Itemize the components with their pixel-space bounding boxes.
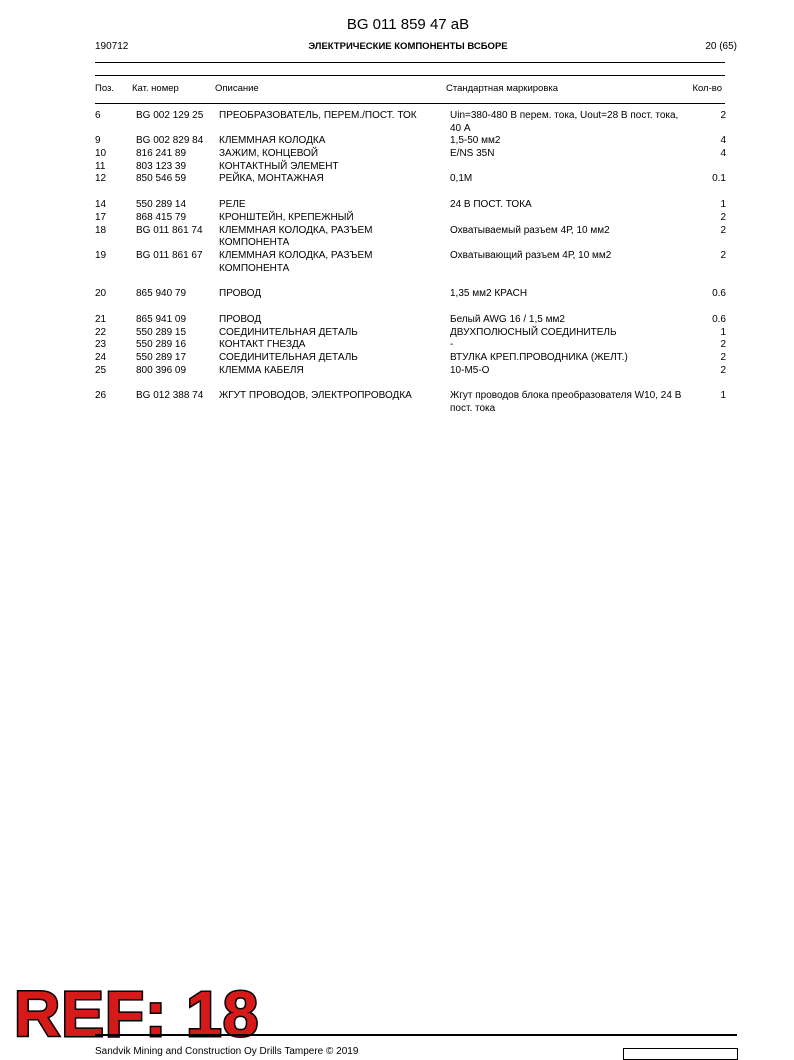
row-marking: Белый AWG 16 / 1,5 мм2 bbox=[450, 313, 565, 325]
row-description: КЛЕММНАЯ КОЛОДКА, РАЗЪЕМ КОМПОНЕНТА bbox=[219, 224, 373, 249]
table-row bbox=[0, 199, 794, 212]
row-cat-number: 865 941 09 bbox=[136, 313, 187, 325]
row-cat-number: BG 012 388 74 bbox=[136, 390, 204, 402]
row-marking: 0,1М bbox=[450, 173, 473, 185]
table-row bbox=[0, 148, 794, 161]
row-pos: 20 bbox=[95, 288, 107, 300]
row-description: РЕЙКА, МОНТАЖНАЯ bbox=[219, 173, 324, 185]
row-pos: 14 bbox=[95, 199, 107, 211]
column-header-qty: Кол-во bbox=[692, 83, 722, 94]
row-quantity: 0.6 bbox=[712, 313, 726, 325]
row-quantity: 1 bbox=[720, 390, 726, 402]
row-pos: 6 bbox=[95, 110, 101, 121]
row-pos: 9 bbox=[95, 135, 101, 147]
row-cat-number: 868 415 79 bbox=[136, 211, 187, 223]
row-marking: ДВУХПОЛЮСНЫЙ СОЕДИНИТЕЛЬ bbox=[450, 326, 617, 338]
row-marking: E/NS 35N bbox=[450, 148, 495, 160]
column-header-pos: Поз. bbox=[95, 83, 114, 94]
row-pos: 25 bbox=[95, 364, 107, 376]
row-cat-number: 850 546 59 bbox=[136, 173, 187, 185]
row-cat-number: 803 123 39 bbox=[136, 160, 187, 172]
row-marking: ВТУЛКА КРЕП.ПРОВОДНИКА (ЖЕЛТ.) bbox=[450, 352, 628, 364]
ref-stamp: REF: 18 bbox=[14, 978, 260, 1050]
table-row bbox=[0, 327, 794, 340]
column-header-mark: Стандартная маркировка bbox=[446, 83, 559, 94]
row-quantity: 2 bbox=[720, 110, 726, 121]
row-quantity: 0.1 bbox=[712, 173, 726, 185]
table-row bbox=[0, 161, 794, 174]
row-description: ПРОВОД bbox=[219, 313, 262, 325]
row-description: РЕЛЕ bbox=[219, 199, 246, 211]
row-cat-number: 550 289 16 bbox=[136, 339, 187, 351]
row-pos: 23 bbox=[95, 339, 107, 351]
row-description: ЖГУТ ПРОВОДОВ, ЭЛЕКТРОПРОВОДКА bbox=[219, 390, 412, 402]
row-marking: 24 В ПОСТ. ТОКА bbox=[450, 199, 532, 211]
table-row bbox=[0, 250, 794, 275]
row-cat-number: BG 002 829 84 bbox=[136, 135, 204, 147]
table-row bbox=[0, 288, 794, 301]
row-marking: Охватываемый разъем 4Р, 10 мм2 bbox=[450, 224, 610, 236]
row-quantity: 4 bbox=[720, 135, 726, 147]
row-pos: 26 bbox=[95, 390, 107, 402]
row-pos: 17 bbox=[95, 211, 107, 223]
row-quantity: 1 bbox=[720, 326, 726, 338]
row-quantity: 2 bbox=[720, 224, 726, 236]
row-description: ПРОВОД bbox=[219, 288, 262, 300]
column-header-cat: Кат. номер bbox=[132, 83, 179, 94]
row-cat-number: 550 289 14 bbox=[136, 199, 187, 211]
row-description: КЛЕММА КАБЕЛЯ bbox=[219, 364, 304, 376]
row-marking: Охватывающий разъем 4Р, 10 мм2 bbox=[450, 249, 612, 261]
row-cat-number: 816 241 89 bbox=[136, 148, 187, 160]
row-pos: 18 bbox=[95, 224, 107, 236]
row-pos: 12 bbox=[95, 173, 107, 185]
row-quantity: 2 bbox=[720, 211, 726, 223]
row-description: КОНТАКТНЫЙ ЭЛЕМЕНТ bbox=[219, 160, 339, 172]
row-description: СОЕДИНИТЕЛЬНАЯ ДЕТАЛЬ bbox=[219, 352, 358, 364]
footer-logo-box bbox=[623, 1048, 738, 1060]
row-quantity: 2 bbox=[720, 352, 726, 364]
table-row bbox=[0, 314, 794, 327]
parts-table bbox=[0, 110, 794, 416]
row-cat-number: 800 396 09 bbox=[136, 364, 187, 376]
table-row bbox=[0, 110, 794, 135]
row-quantity: 2 bbox=[720, 249, 726, 261]
table-row bbox=[0, 390, 794, 415]
row-pos: 22 bbox=[95, 326, 107, 338]
row-description: КРОНШТЕЙН, КРЕПЕЖНЫЙ bbox=[219, 211, 354, 223]
table-row bbox=[0, 352, 794, 365]
row-pos: 10 bbox=[95, 148, 107, 160]
table-row bbox=[0, 135, 794, 148]
row-marking: 1,5-50 мм2 bbox=[450, 135, 501, 147]
row-cat-number: 550 289 15 bbox=[136, 326, 187, 338]
header-rule-second bbox=[95, 75, 725, 76]
row-description: ЗАЖИМ, КОНЦЕВОЙ bbox=[219, 148, 319, 160]
row-cat-number: 550 289 17 bbox=[136, 352, 187, 364]
row-pos: 21 bbox=[95, 313, 107, 325]
row-quantity: 2 bbox=[720, 339, 726, 351]
table-header-rule bbox=[95, 103, 725, 104]
row-marking: 10-M5-O bbox=[450, 364, 490, 376]
row-marking: Uin=380-480 В перем. тока, Uout=28 В пост. тока, 40 А bbox=[450, 110, 679, 134]
row-marking: - bbox=[450, 339, 454, 351]
row-description: КЛЕММНАЯ КОЛОДКА bbox=[219, 135, 326, 147]
table-row bbox=[0, 212, 794, 225]
row-marking: Жгут проводов блока преобразователя W10, 24 В пост. тока bbox=[450, 390, 682, 415]
row-cat-number: BG 011 861 67 bbox=[136, 249, 203, 261]
document-code: BG 011 859 47 aB bbox=[346, 16, 470, 33]
row-quantity: 1 bbox=[720, 199, 726, 211]
column-header-desc: Описание bbox=[215, 83, 259, 94]
row-pos: 24 bbox=[95, 352, 107, 364]
document-date: 190712 bbox=[95, 41, 129, 52]
footer-copyright: Sandvik Mining and Construction Oy Drills Tampere © 2019 bbox=[95, 1046, 359, 1057]
table-row bbox=[0, 173, 794, 186]
row-quantity: 0.6 bbox=[712, 288, 726, 300]
page-number: 20 (65) bbox=[705, 41, 737, 52]
footer-rule bbox=[95, 1034, 737, 1036]
table-row bbox=[0, 339, 794, 352]
row-description: СОЕДИНИТЕЛЬНАЯ ДЕТАЛЬ bbox=[219, 326, 358, 338]
document-title: ЭЛЕКТРИЧЕСКИЕ КОМПОНЕНТЫ ВСБОРЕ bbox=[308, 41, 508, 52]
header-rule-top bbox=[95, 62, 725, 63]
row-description: КЛЕММНАЯ КОЛОДКА, РАЗЪЕМ КОМПОНЕНТА bbox=[219, 249, 373, 274]
row-cat-number: BG 011 861 74 bbox=[136, 224, 203, 236]
row-quantity: 2 bbox=[720, 364, 726, 376]
table-row bbox=[0, 365, 794, 378]
row-cat-number: 865 940 79 bbox=[136, 288, 187, 300]
row-description: ПРЕОБРАЗОВАТЕЛЬ, ПЕРЕМ./ПОСТ. ТОК bbox=[219, 110, 417, 121]
row-pos: 19 bbox=[95, 249, 107, 261]
row-marking: 1,35 мм2 КРАСН bbox=[450, 288, 528, 300]
row-pos: 11 bbox=[95, 160, 106, 172]
row-cat-number: BG 002 129 25 bbox=[136, 110, 204, 121]
table-row bbox=[0, 225, 794, 250]
row-quantity: 4 bbox=[720, 148, 726, 160]
row-description: КОНТАКТ ГНЕЗДА bbox=[219, 339, 306, 351]
